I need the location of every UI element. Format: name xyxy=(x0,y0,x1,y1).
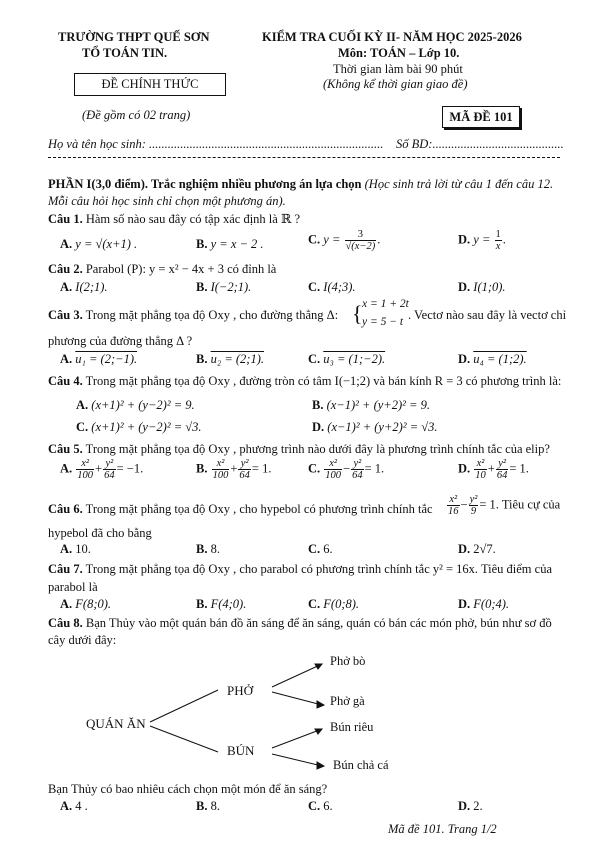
q2-option-a: A. I(2;1). xyxy=(60,280,108,294)
q3-option-d: D. u₄ = (1;2). xyxy=(458,352,527,366)
q4-option-a: A. (x+1)² + (y−2)² = 9. xyxy=(76,398,195,412)
q6-option-c: C. 6. xyxy=(308,542,333,556)
q8-question: Bạn Thủy có bao nhiêu cách chọn một món để ăn sáng? xyxy=(48,782,328,796)
q4-option-c: C. (x+1)² + (y−2)² = √3. xyxy=(76,420,202,434)
q1-option-b: B. y = x − 2 . xyxy=(196,237,264,251)
q1-option-d: D. y = $\frac{1}{x}$ . xyxy=(458,229,506,252)
q3-text-3: phương của đường thẳng Δ ? xyxy=(48,334,193,348)
q1-option-a: A. y = √(x+1) . xyxy=(60,237,138,251)
department-name: TỔ TOÁN TIN. xyxy=(82,46,168,60)
page-footer: Mã đề 101. Trang 1/2 xyxy=(388,822,497,836)
edge-pho-phoga xyxy=(272,692,322,705)
q4-text: Trong mặt phẳng tọa độ Oxy , đường tròn có tâm I(−1;2) và bán kính R = 3 có phương trình là: xyxy=(85,374,562,388)
q2-option-c: C. I(4;3). xyxy=(308,280,356,294)
q4-option-d: D. (x−1)² + (y+2)² = √3. xyxy=(312,420,438,434)
q8-option-d: D. 2. xyxy=(458,799,483,813)
pages-note: (Đề gồm có 02 trang) xyxy=(82,108,191,122)
part1-note: (Học sinh trả lời từ câu 1 đến câu 12. xyxy=(364,177,554,191)
q1-option-c: C. y = $\frac{3}{√(x-2)}$ . xyxy=(308,229,381,252)
exam-title: KIỂM TRA CUỐI KỲ II- NĂM HỌC 2025-2026 xyxy=(262,30,522,44)
arrow-phoga xyxy=(317,701,324,708)
q8-option-b: B. 8. xyxy=(196,799,220,813)
time-note: (Không kể thời gian giao đề) xyxy=(323,77,468,91)
q7-option-a: A. F(8;0). xyxy=(60,597,112,611)
arrow-phobo xyxy=(315,664,322,669)
q1-number: Câu 1. xyxy=(48,212,83,226)
tree-bun-cha-ca: Bún chả cá xyxy=(333,758,389,772)
q2-option-b: B. I(−2;1). xyxy=(196,280,252,294)
school-name: TRƯỜNG THPT QUẾ SƠN xyxy=(58,30,210,44)
question-8: Câu 8. Bạn Thủy vào một quán bán đồ ăn sáng để ăn sáng, quán có bán các món phở, bún như sơ đồ xyxy=(48,616,552,630)
q6-equation: $\frac{\text{x²}}{16}$ − $\frac{\text{y²}}{9}$ = 1. Tiêu cự của xyxy=(448,494,561,517)
subject-line: Môn: TOÁN – Lớp 10. xyxy=(338,46,460,60)
question-5: Câu 5. Trong mặt phẳng tọa độ Oxy , phương trình nào dưới đây là phương trình chính tắc của elip? xyxy=(48,442,550,456)
brace: { xyxy=(352,301,363,326)
question-3: Câu 3. Trong mặt phẳng tọa độ Oxy , cho đường thẳng Δ: xyxy=(48,308,339,322)
student-id-line: Số BD:.......................................... xyxy=(396,137,564,151)
q6-text-2: hypebol đã cho bằng xyxy=(48,526,152,540)
q8-option-a: A. 4 . xyxy=(60,799,88,813)
tree-root: QUÁN ĂN xyxy=(86,716,146,731)
question-6: Câu 6. Trong mặt phẳng tọa độ Oxy , cho hypebol có phương trình chính tắc xyxy=(48,502,433,516)
q6-option-d: D. 2√7. xyxy=(458,542,496,556)
q5-option-d: D. $\frac{\text{x²}}{10}$ + $\frac{\text{y²}}{64}$ = 1. xyxy=(458,458,529,481)
edge-bun-bunchaca xyxy=(272,754,322,766)
q3-system-2: y = 5 − t xyxy=(362,316,404,328)
q3-text-2: . Vectơ nào sau đây là vectơ chỉ xyxy=(408,308,567,322)
q8-option-c: C. 6. xyxy=(308,799,333,813)
arrow-bunchaca xyxy=(317,762,324,769)
q6-option-b: B. 8. xyxy=(196,542,220,556)
tree-bun-rieu: Bún riêu xyxy=(330,720,374,734)
q8-text-2: cây dưới đây: xyxy=(48,633,117,647)
q3-option-b: B. u₂ = (2;1). xyxy=(196,352,264,366)
student-name-line: Họ và tên học sinh: ........................................................................... xyxy=(48,137,384,151)
tree-pho: PHỞ xyxy=(227,683,254,698)
q2-text: Parabol (P): y = x² − 4x + 3 có đỉnh là xyxy=(85,262,277,276)
tree-pho-bo: Phở bò xyxy=(330,654,366,668)
edge-root-bun xyxy=(150,726,218,752)
q7-option-c: C. F(0;8). xyxy=(308,597,360,611)
q7-option-b: B. F(4;0). xyxy=(196,597,247,611)
q5-text: Trong mặt phẳng tọa độ Oxy , phương trình nào dưới đây là phương trình chính tắc của elip? xyxy=(85,442,550,456)
q7-option-d: D. F(0;4). xyxy=(458,597,510,611)
q3-system-1: x = 1 + 2t xyxy=(362,298,409,310)
q7-text: Trong mặt phẳng tọa độ Oxy , cho parabol có phương trình chính tắc y² = 16x. Tiêu điểm của xyxy=(85,562,553,576)
q5-option-a: A. $\frac{\text{x²}}{100}$ + $\frac{\text{y²}}{64}$ = −1. xyxy=(60,458,144,481)
q3-option-a: A. u₁ = (2;−1). xyxy=(60,352,138,366)
q4-option-b: B. (x−1)² + (y+2)² = 9. xyxy=(312,398,430,412)
question-4: Câu 4. Trong mặt phẳng tọa độ Oxy , đường tròn có tâm I(−1;2) và bán kính R = 3 có phương trình là: xyxy=(48,374,562,388)
q3-text: Trong mặt phẳng tọa độ Oxy , cho đường thẳng Δ: xyxy=(85,308,339,322)
q8-text: Bạn Thủy vào một quán bán đồ ăn sáng để ăn sáng, quán có bán các món phở, bún như sơ đồ xyxy=(85,616,552,630)
q5-option-c: C. $\frac{\text{x²}}{100}$ − $\frac{\text{y²}}{64}$ = 1. xyxy=(308,458,385,481)
q6-text: Trong mặt phẳng tọa độ Oxy , cho hypebol có phương trình chính tắc xyxy=(85,502,433,516)
q2-option-d: D. I(1;0). xyxy=(458,280,506,294)
q3-option-c: C. u₃ = (1;−2). xyxy=(308,352,386,366)
arrow-bunrieu xyxy=(315,729,322,734)
edge-bun-bunrieu xyxy=(272,729,322,748)
edge-root-pho xyxy=(150,690,218,722)
q6-option-a: A. 10. xyxy=(60,542,91,556)
official-label: ĐỀ CHÍNH THỨC xyxy=(101,77,199,91)
q5-option-b: B. $\frac{\text{x²}}{100}$ + $\frac{\text{y²}}{64}$ = 1. xyxy=(196,458,272,481)
tree-pho-ga: Phở gà xyxy=(330,694,365,708)
tree-bun: BÚN xyxy=(227,743,255,758)
part1-note-2: Mỗi câu hỏi học sinh chỉ chọn một phương án). xyxy=(48,194,286,208)
q1-text: Hàm số nào sau đây có tập xác định là ℝ ? xyxy=(85,212,301,226)
question-2: Câu 2. Parabol (P): y = x² − 4x + 3 có đỉnh là xyxy=(48,262,277,276)
part1-title: PHẦN I(3,0 điểm). Trắc nghiệm nhiều phương án lựa chọn xyxy=(48,177,362,191)
edge-pho-phobo xyxy=(272,664,322,687)
q7-text-2: parabol là xyxy=(48,580,98,594)
time-line: Thời gian làm bài 90 phút xyxy=(333,62,463,76)
question-7: Câu 7. Trong mặt phẳng tọa độ Oxy , cho parabol có phương trình chính tắc y² = 16x. Tiêu điểm của xyxy=(48,562,553,576)
exam-code: MÃ ĐỀ 101 xyxy=(449,110,513,124)
